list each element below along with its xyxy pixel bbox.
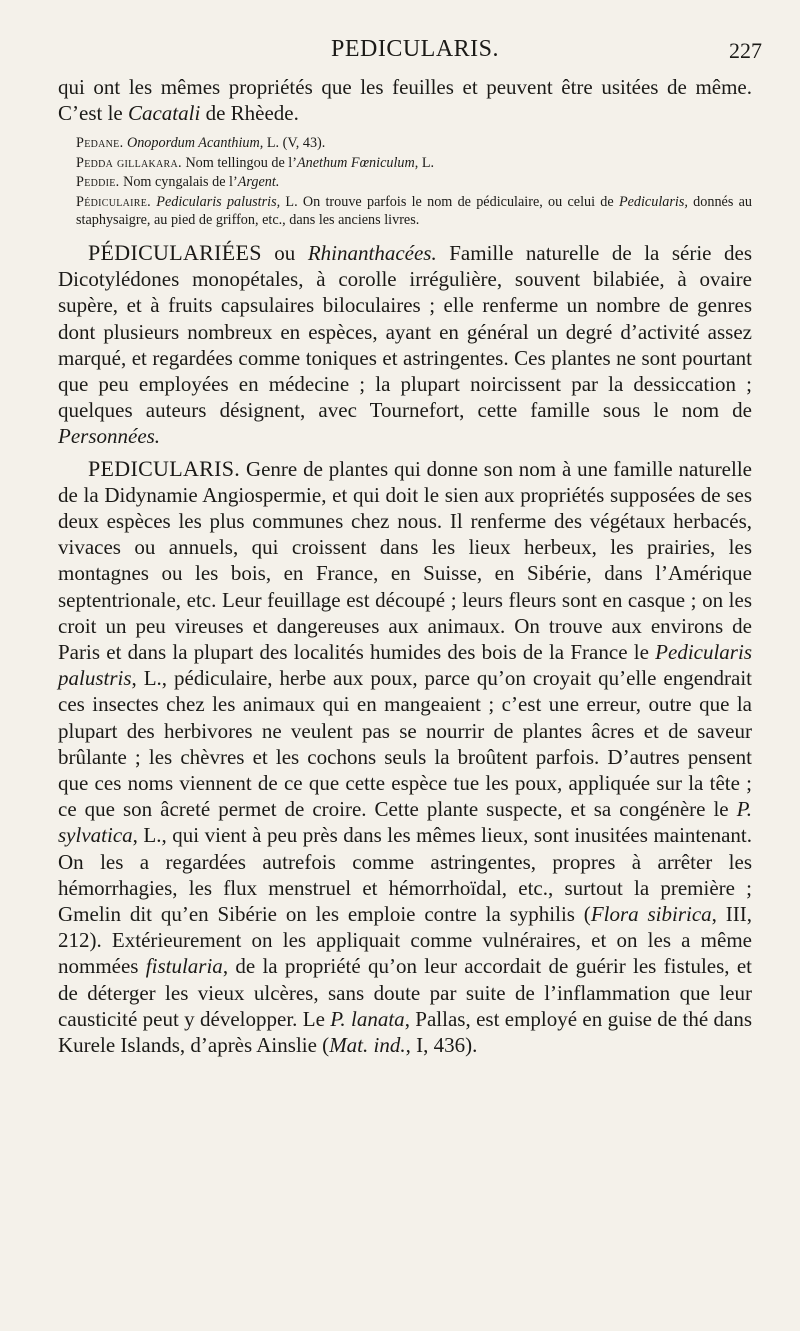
article-italic: Personnées.: [58, 424, 161, 449]
entry-italic: Anethum Fœniculum: [296, 154, 415, 171]
article-italic: Mat. ind.: [329, 1033, 406, 1057]
article-text: Famille naturelle de la série des Dicotylédones monopétales, à corolle irrégulière, souvent bilabiée, à ovaire supère, et à fruits capsulaires biloculaires ; elle renferme un nombre de genres dont plusieurs nombreux en espèces, ayant en général un degré d’activité assez marqué, et regardées comme toniques et astringentes. Ces plantes ne sont pourtant que peu employées en médecine ; la plupart noircissent par la dessiccation ; quelques auteurs désignent, avec Tournefort, cette famille sous le nom de: [58, 240, 753, 423]
entry-italic: Onopordum Acanthium,: [126, 135, 264, 152]
entry-text: , L.: [414, 154, 435, 171]
entry-pedane: [58, 134, 752, 153]
entry-headword: Pedda gillakara.: [76, 154, 182, 171]
article-text: Genre de plantes qui donne son nom à une famille naturelle de la Didynamie Angiospermie, et qui doit le sien aux propriétés supposées de ses deux espèces les plus communes chez nous. Il renferme des végétaux herbacés, vivaces ou annuels, qui croissent dans les lieux herbeux, les prairies, les montagnes ou les bois, en France, en Suisse, en Sibérie, dans l’Amérique septentrionale, etc. Leur feuillage est découpé ; leurs fleurs sont en casque ; on les croit un peu vireuses et dangereuses aux animaux. On trouve aux environs de Paris et dans la plupart des localités humides des bois de la France le: [58, 456, 752, 664]
article-text: , III, 212). Extérieurement on les appliquait comme vulnéraires, et on les a même nommées: [58, 901, 752, 979]
continuation-italic: Cacatali: [127, 101, 201, 126]
article-text: , L., qui vient à peu près dans les mêmes lieux, sont inusitées maintenant. On les a regardées autrefois comme astringentes, propres à arrêter les hémorrhagies, les flux menstruel et hémorrhoïdal, etc., surtout la première ; Gmelin dit qu’en Sibérie on les emploie contre la syphilis (: [58, 823, 752, 926]
entry-headword: Pedane.: [76, 135, 124, 152]
article-headword: PEDICULARIS.: [88, 455, 241, 481]
article-italic: P. lanata: [330, 1006, 405, 1031]
continuation-paragraph: [58, 74, 752, 126]
article-text: , L., pédiculaire, herbe aux poux, parce qu’on croyait qu’elle engendrait ces insectes chez les animaux qui en mangeaient ; c’est une erreur, outre que la plupart des herbivores ne veulent pas se nourrir de plantes âcres et de saveur brûlante ; les chèvres et les cochons seuls la broûtent parfois. D’autres pensent que ces noms viennent de ce que cette espèce tue les poux, appliquée sur la tête ; ce que son âcreté permet de croire. Cette plante suspecte, et sa congénère le: [58, 666, 752, 822]
page-header: [60, 36, 770, 70]
page-body: [58, 74, 752, 1064]
article-italic: P. sylvatica: [58, 797, 752, 848]
continuation-text: qui ont les mêmes propriétés que les feuilles et peuvent être usitées de même. C’est le: [58, 75, 752, 126]
entry-text: Nom tellingou de l’: [181, 154, 297, 171]
article-italic: Pedicularis palustris: [58, 639, 752, 691]
entry-text: donnés au staphysaigre, au pied de griffon, etc., dans les anciens livres.: [76, 193, 752, 229]
article-italic: Rhinanthacées.: [307, 240, 437, 265]
entry-italic: Argent.: [237, 174, 280, 191]
article-pedicularis: [58, 456, 752, 1059]
article-text: , Pallas, est employé en guise de thé dans Kurele Islands, d’après Ainslie (: [58, 1006, 752, 1057]
article-text: , I, 436).: [405, 1033, 478, 1057]
entry-italic: Pedicularis,: [618, 193, 688, 210]
article-text: , de la propriété qu’on leur accordait de guérir les fistules, et de déterger les vieux ulcères, sans doute par suite de l’inflammation que leur causticité peut y développer. Le: [58, 954, 753, 1031]
article-pediculariees: [58, 240, 752, 450]
article-text: ou: [261, 240, 308, 265]
entry-text: L. (V, 43).: [263, 135, 326, 152]
continuation-text-end: de Rhèede.: [200, 101, 299, 126]
entry-text: Nom cyngalais de l’: [119, 174, 238, 191]
page-number: 227: [729, 38, 762, 63]
article-italic: Flora sibirica: [590, 901, 712, 926]
entry-peddie: [58, 173, 752, 192]
entry-pedda-gillakara: [58, 154, 752, 173]
entry-headword: Peddie.: [76, 174, 120, 191]
entry-headword: Pédiculaire.: [76, 193, 152, 210]
article-italic: fistularia: [145, 954, 223, 979]
entry-pediculaire: [58, 193, 752, 230]
article-headword: PÉDICULARIÉES: [88, 239, 262, 265]
running-title: PEDICULARIS.: [330, 36, 499, 62]
entry-italic: Pedicularis palustris,: [156, 193, 281, 210]
entry-text: L. On trouve parfois le nom de pédiculaire, ou celui de: [280, 193, 619, 210]
short-entries: [58, 134, 752, 230]
